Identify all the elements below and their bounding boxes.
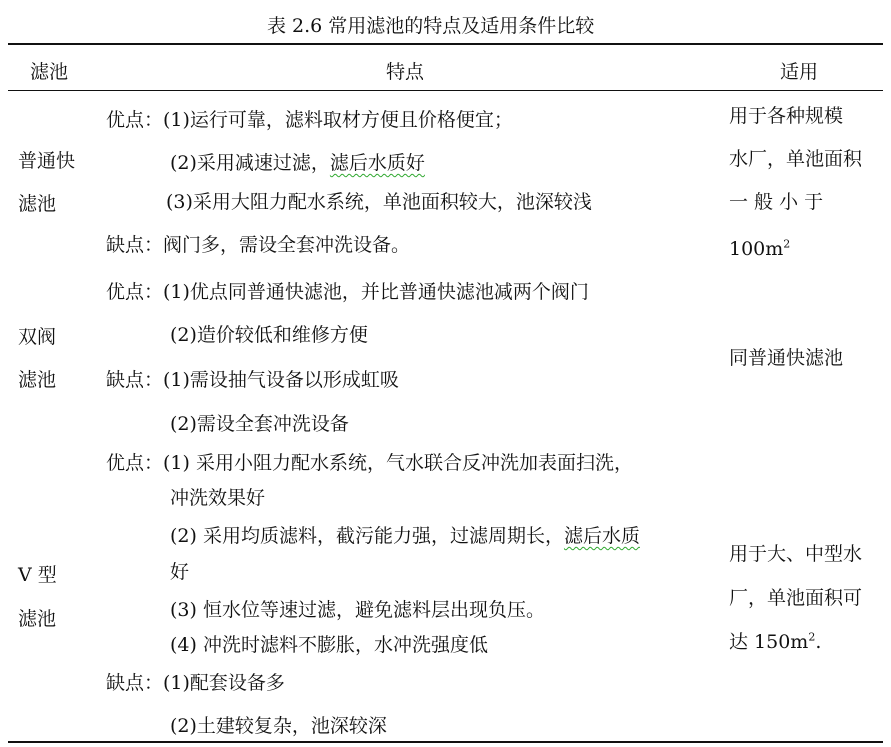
row3-feature-line5: (3) 恒水位等速过滤，避免滤料层出现负压。 (170, 599, 545, 621)
header-apply: 适用 (780, 61, 819, 83)
row1-name-line2: 滤池 (18, 193, 57, 215)
row3-apply-line2: 厂，单池面积可 (729, 587, 863, 609)
bottom-rule (8, 741, 883, 743)
row2-feature-line4: (2)需设全套冲洗设备 (170, 413, 349, 435)
row3-apply-line3: 达 $150m^2$. (729, 630, 822, 653)
row3-feature-line1: 优点：(1) 采用小阻力配水系统，气水联合反冲洗加表面扫洗， (106, 452, 633, 474)
row3-feature-line6: (4) 冲洗时滤料不膨胀，水冲洗强度低 (170, 634, 488, 656)
row1-apply-line3: 一 般 小 于 (729, 191, 824, 213)
row1-name-line1: 普通快 (18, 150, 76, 172)
row3-apply-line1: 用于大、中型水 (729, 543, 863, 565)
row2-name-line2: 滤池 (18, 369, 57, 391)
header-rule (8, 90, 883, 91)
top-rule (8, 43, 883, 45)
row3-feature-line7: 缺点：(1)配套设备多 (106, 672, 285, 694)
row1-feature-line1: 优点：(1)运行可靠，滤料取材方便且价格便宜； (106, 109, 513, 131)
row1-feature-line2: (2)采用减速过滤，滤后水质好 (170, 152, 425, 174)
row1-feature-line3: (3)采用大阻力配水系统，单池面积较大，池深较浅 (166, 191, 592, 213)
row2-feature-line3: 缺点：(1)需设抽气设备以形成虹吸 (106, 369, 399, 391)
row1-apply-line4: $100m^2$ (729, 237, 791, 260)
row3-feature-line3: (2) 采用均质滤料，截污能力强，过滤周期长，滤后水质 (170, 525, 640, 547)
row1-feature-line4: 缺点：阀门多，需设全套冲洗设备。 (106, 234, 411, 256)
row3-feature-line2: 冲洗效果好 (170, 487, 266, 509)
row3-name-line2: 滤池 (18, 608, 57, 630)
row2-apply-line1: 同普通快滤池 (729, 347, 844, 369)
row2-name-line1: 双阀 (18, 326, 57, 348)
row2-feature-line2: (2)造价较低和维修方便 (170, 324, 368, 346)
row1-apply-line2: 水厂，单池面积 (729, 148, 863, 170)
table-caption: 表 2.6 常用滤池的特点及适用条件比较 (267, 15, 595, 37)
row3-name-line1: V 型 (18, 564, 57, 586)
header-features: 特点 (386, 61, 425, 83)
header-pool: 滤池 (30, 61, 69, 83)
row1-apply-line1: 用于各种规模 (729, 105, 844, 127)
row3-feature-line8: (2)土建较复杂，池深较深 (170, 715, 387, 737)
row3-feature-line4: 好 (170, 561, 190, 583)
row2-feature-line1: 优点：(1)优点同普通快滤池，并比普通快滤池减两个阀门 (106, 281, 589, 303)
